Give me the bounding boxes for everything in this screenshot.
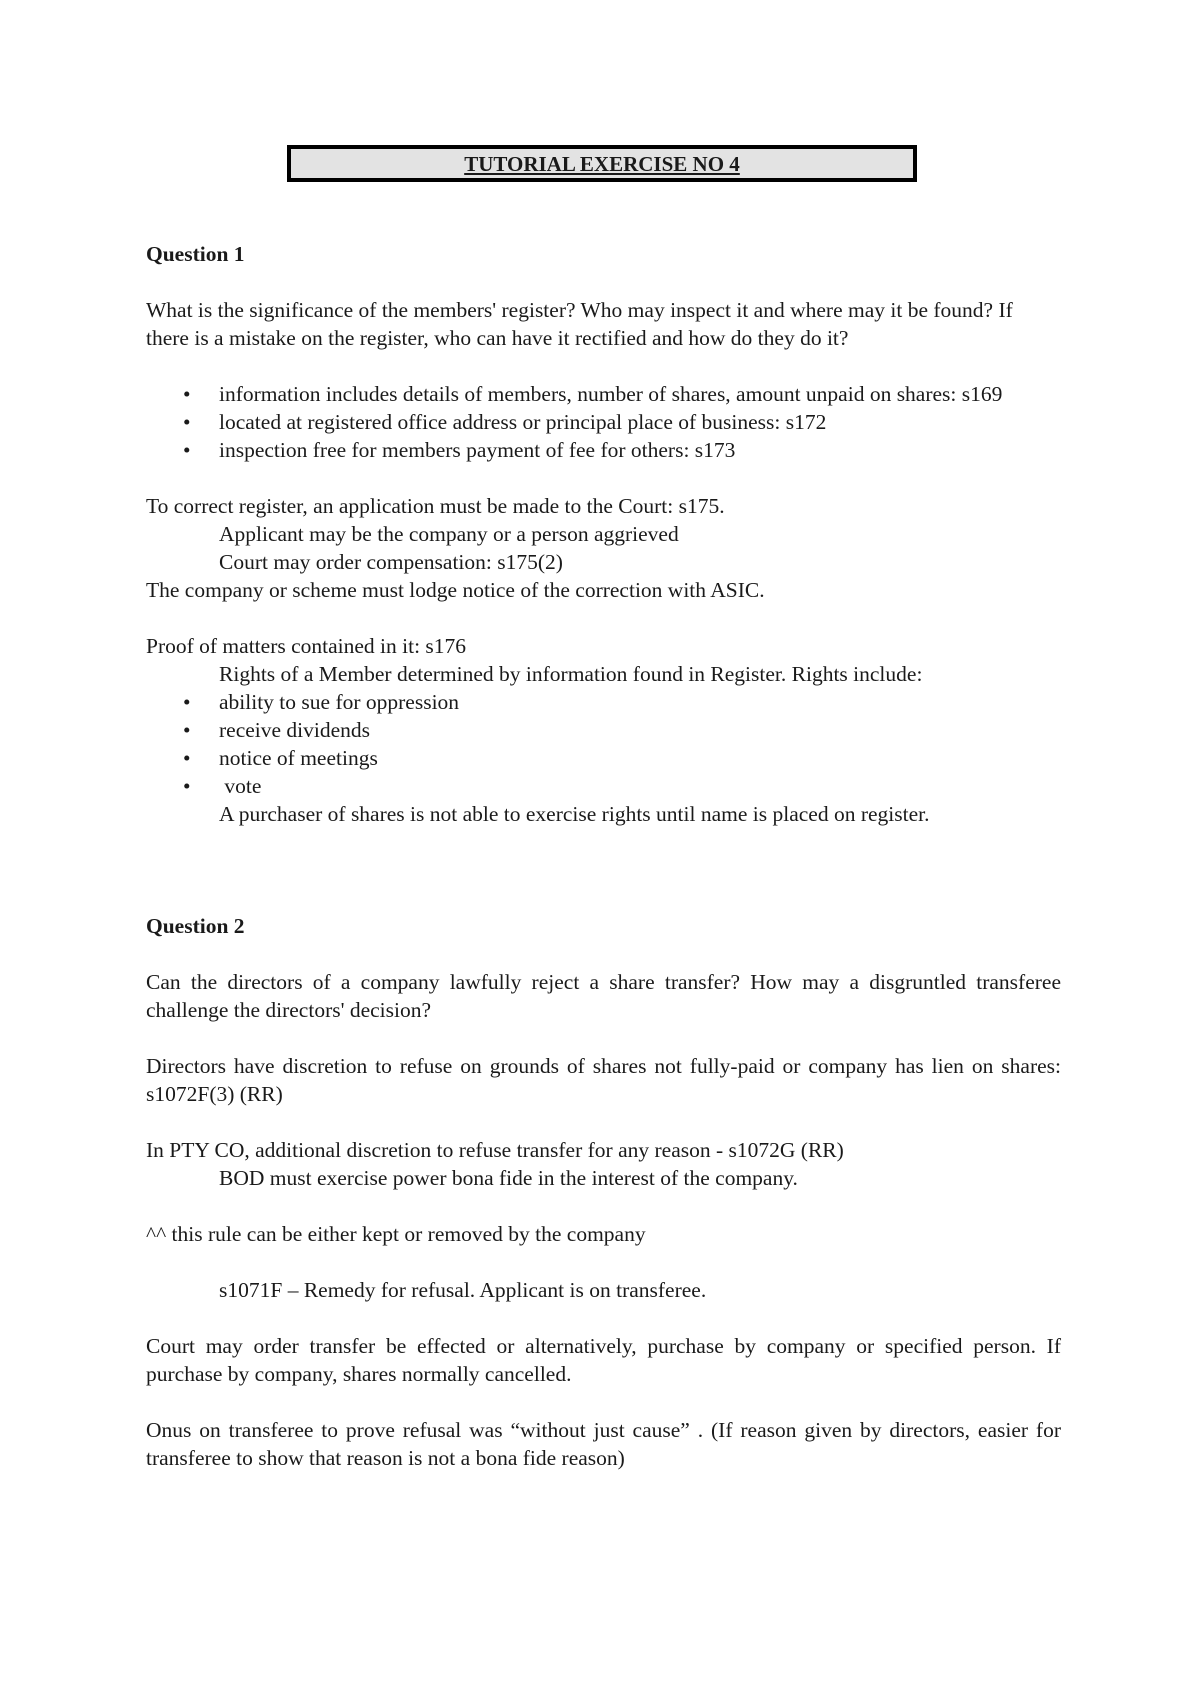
question-2-text: Can the directors of a company lawfully reject a share transfer? How may a disgruntled transferee challenge the directors' decision? [146,970,1061,1022]
document-body [146,240,1061,1472]
discretion-text: Directors have discretion to refuse on grounds of shares not fully-paid or company has lien on shares: s1072F(3) (RR) [146,1054,1061,1106]
pty-co-text: In PTY CO, additional discretion to refuse transfer for any reason - s1072G (RR) [146,1138,844,1162]
lodge-notice-text: The company or scheme must lodge notice of the correction with ASIC. [146,578,765,602]
list-item: • located at registered office address or principal place of business: s172 [146,408,1061,436]
list-item: • vote [146,772,1061,800]
remedy-text: s1071F – Remedy for refusal. Applicant is on transferee. [219,1278,707,1302]
register-info-list [146,380,1061,464]
correct-register-text: To correct register, an application must be made to the Court: s175. [146,494,725,518]
question-2-heading: Question 2 [146,914,245,938]
compensation-text: Court may order compensation: s175(2) [219,550,563,574]
question-1-text: What is the significance of the members' register? Who may inspect it and where may it be found? If there is a mistake on the register, who can have it rectified and how do they do it? [146,298,1013,350]
onus-text: Onus on transferee to prove refusal was “without just cause” . (If reason given by directors, easier for transferee to show that reason is not a bona fide reason) [146,1418,1061,1470]
list-item: • information includes details of members, number of shares, amount unpaid on shares: s169 [146,380,1061,408]
document-title: TUTORIAL EXERCISE NO 4 [464,151,740,176]
title-box [287,145,917,182]
court-order-text: Court may order transfer be effected or alternatively, purchase by company or specified person. If purchase by company, shares normally cancelled. [146,1334,1061,1386]
list-item: • receive dividends [146,716,1061,744]
rights-text: Rights of a Member determined by information found in Register. Rights include: [219,662,923,686]
applicant-text: Applicant may be the company or a person aggrieved [219,522,679,546]
rights-list [146,688,1061,800]
bod-text: BOD must exercise power bona fide in the interest of the company. [219,1166,798,1190]
rule-note-text: ^^ this rule can be either kept or removed by the company [146,1222,646,1246]
purchaser-text: A purchaser of shares is not able to exercise rights until name is placed on register. [219,802,930,826]
list-item: • notice of meetings [146,744,1061,772]
question-1-heading: Question 1 [146,242,245,266]
list-item: • inspection free for members payment of fee for others: s173 [146,436,1061,464]
proof-text: Proof of matters contained in it: s176 [146,634,467,658]
list-item: • ability to sue for oppression [146,688,1061,716]
